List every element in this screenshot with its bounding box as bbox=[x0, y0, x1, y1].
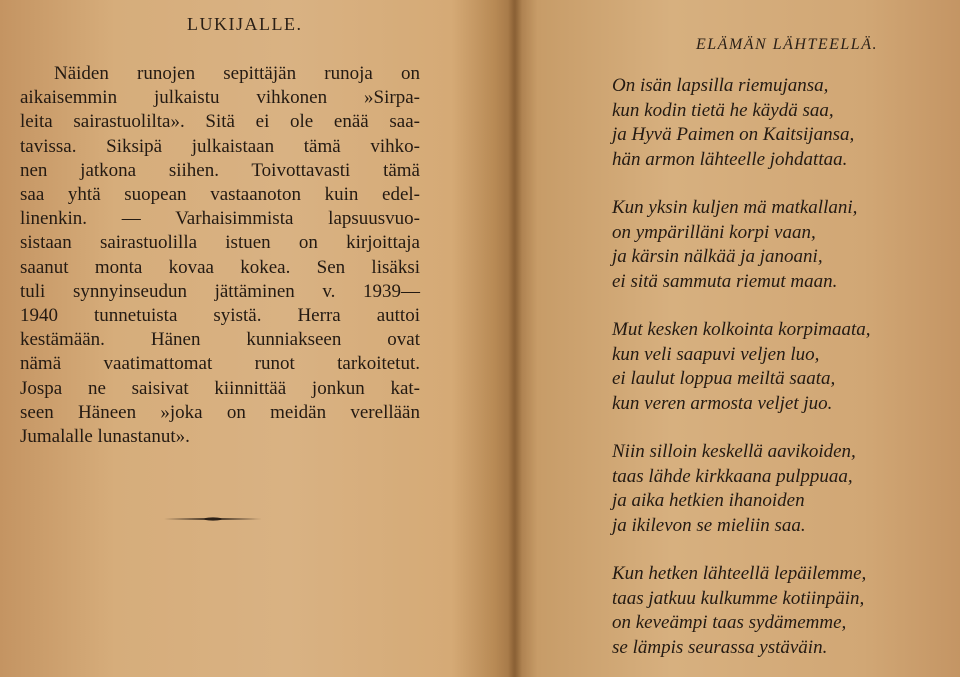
poem-stanza bbox=[612, 74, 952, 172]
preface-line: seen Häneen »joka on meidän verellään bbox=[20, 401, 420, 423]
preface-line: kestämään. Hänen kunniakseen ovat bbox=[20, 329, 420, 351]
preface-line: saa yhtä suopean vastaanoton kuin edel- bbox=[20, 184, 420, 206]
poem-verse: ei sitä sammuta riemut maan. bbox=[612, 270, 838, 292]
poem-verse: ei laulut loppua meiltä saata, bbox=[612, 368, 836, 389]
right-page bbox=[516, 0, 960, 677]
poem-verse: Kun yksin kuljen mä matkallani, bbox=[612, 197, 858, 218]
poem-title: ELÄMÄN LÄHTEELLÄ. bbox=[696, 36, 878, 53]
poem-verse: kun veren armosta veljet juo. bbox=[612, 392, 833, 414]
poem-stanza bbox=[612, 196, 952, 294]
preface-line: aikaisemmin julkaistu vihkonen »Sirpa- bbox=[20, 87, 420, 109]
poem-verse: Mut kesken kolkointa korpimaata, bbox=[612, 319, 871, 340]
poem-verse: ja Hyvä Paimen on Kaitsijansa, bbox=[612, 124, 855, 145]
poem-verse: ja ikilevon se mieliin saa. bbox=[612, 514, 806, 536]
poem-verse: Niin silloin keskellä aavikoiden, bbox=[612, 441, 856, 462]
poem-stanza bbox=[612, 562, 952, 660]
left-page-title: LUKIJALLE. bbox=[187, 14, 303, 34]
preface-line: 1940 tunnetuista syistä. Herra auttoi bbox=[20, 305, 420, 327]
preface-line: nen jatkona siihen. Toivottavasti tämä bbox=[20, 159, 420, 181]
preface-text bbox=[20, 62, 420, 449]
poem-verse: kun veli saapuvi veljen luo, bbox=[612, 343, 820, 365]
poem-verse: kun kodin tietä he käydä saa, bbox=[612, 99, 834, 121]
poem-body bbox=[612, 74, 952, 677]
poem-verse: Kun hetken lähteellä lepäilemme, bbox=[612, 563, 867, 584]
preface-line: linenkin. — Varhaisimmista lapsuusvuo- bbox=[20, 208, 420, 230]
poem-verse: On isän lapsilla riemujansa, bbox=[612, 75, 829, 96]
poem-verse: taas jatkuu kulkumme kotiinpäin, bbox=[612, 587, 865, 609]
poem-verse: se lämpis seurassa ystäväin. bbox=[612, 636, 828, 658]
preface-line: tavissa. Siksipä julkaistaan tämä vihko- bbox=[20, 135, 420, 157]
poem-verse: on keveämpi taas sydämemme, bbox=[612, 612, 847, 633]
poem-verse: hän armon lähteelle johdattaa. bbox=[612, 148, 848, 170]
preface-line: Näiden runojen sepittäjän runoja on bbox=[54, 63, 420, 84]
preface-line: saanut monta kovaa kokea. Sen lisäksi bbox=[20, 256, 420, 278]
preface-line: nämä vaatimattomat runot tarkoitetut. bbox=[20, 353, 420, 375]
poem-verse: on ympärilläni korpi vaan, bbox=[612, 221, 816, 243]
preface-line: leita sairastuolilta». Sitä ei ole enää saa- bbox=[20, 111, 420, 133]
poem-verse: ja kärsin nälkää ja janoani, bbox=[612, 246, 823, 267]
ornament-divider bbox=[164, 514, 262, 524]
preface-line: sistaan sairastuolilla istuen on kirjoittaja bbox=[20, 232, 420, 254]
poem-verse: taas lähde kirkkaana pulppuaa, bbox=[612, 465, 853, 487]
preface-line: Jumalalle lunastanut». bbox=[20, 426, 190, 448]
poem-stanza bbox=[612, 440, 952, 538]
poem-verse: ja aika hetkien ihanoiden bbox=[612, 490, 805, 511]
preface-line: tuli synnyinseudun jättäminen v. 1939— bbox=[20, 280, 420, 302]
poem-stanza bbox=[612, 318, 952, 416]
preface-line: Jospa ne saisivat kiinnittää jonkun kat- bbox=[20, 377, 420, 399]
